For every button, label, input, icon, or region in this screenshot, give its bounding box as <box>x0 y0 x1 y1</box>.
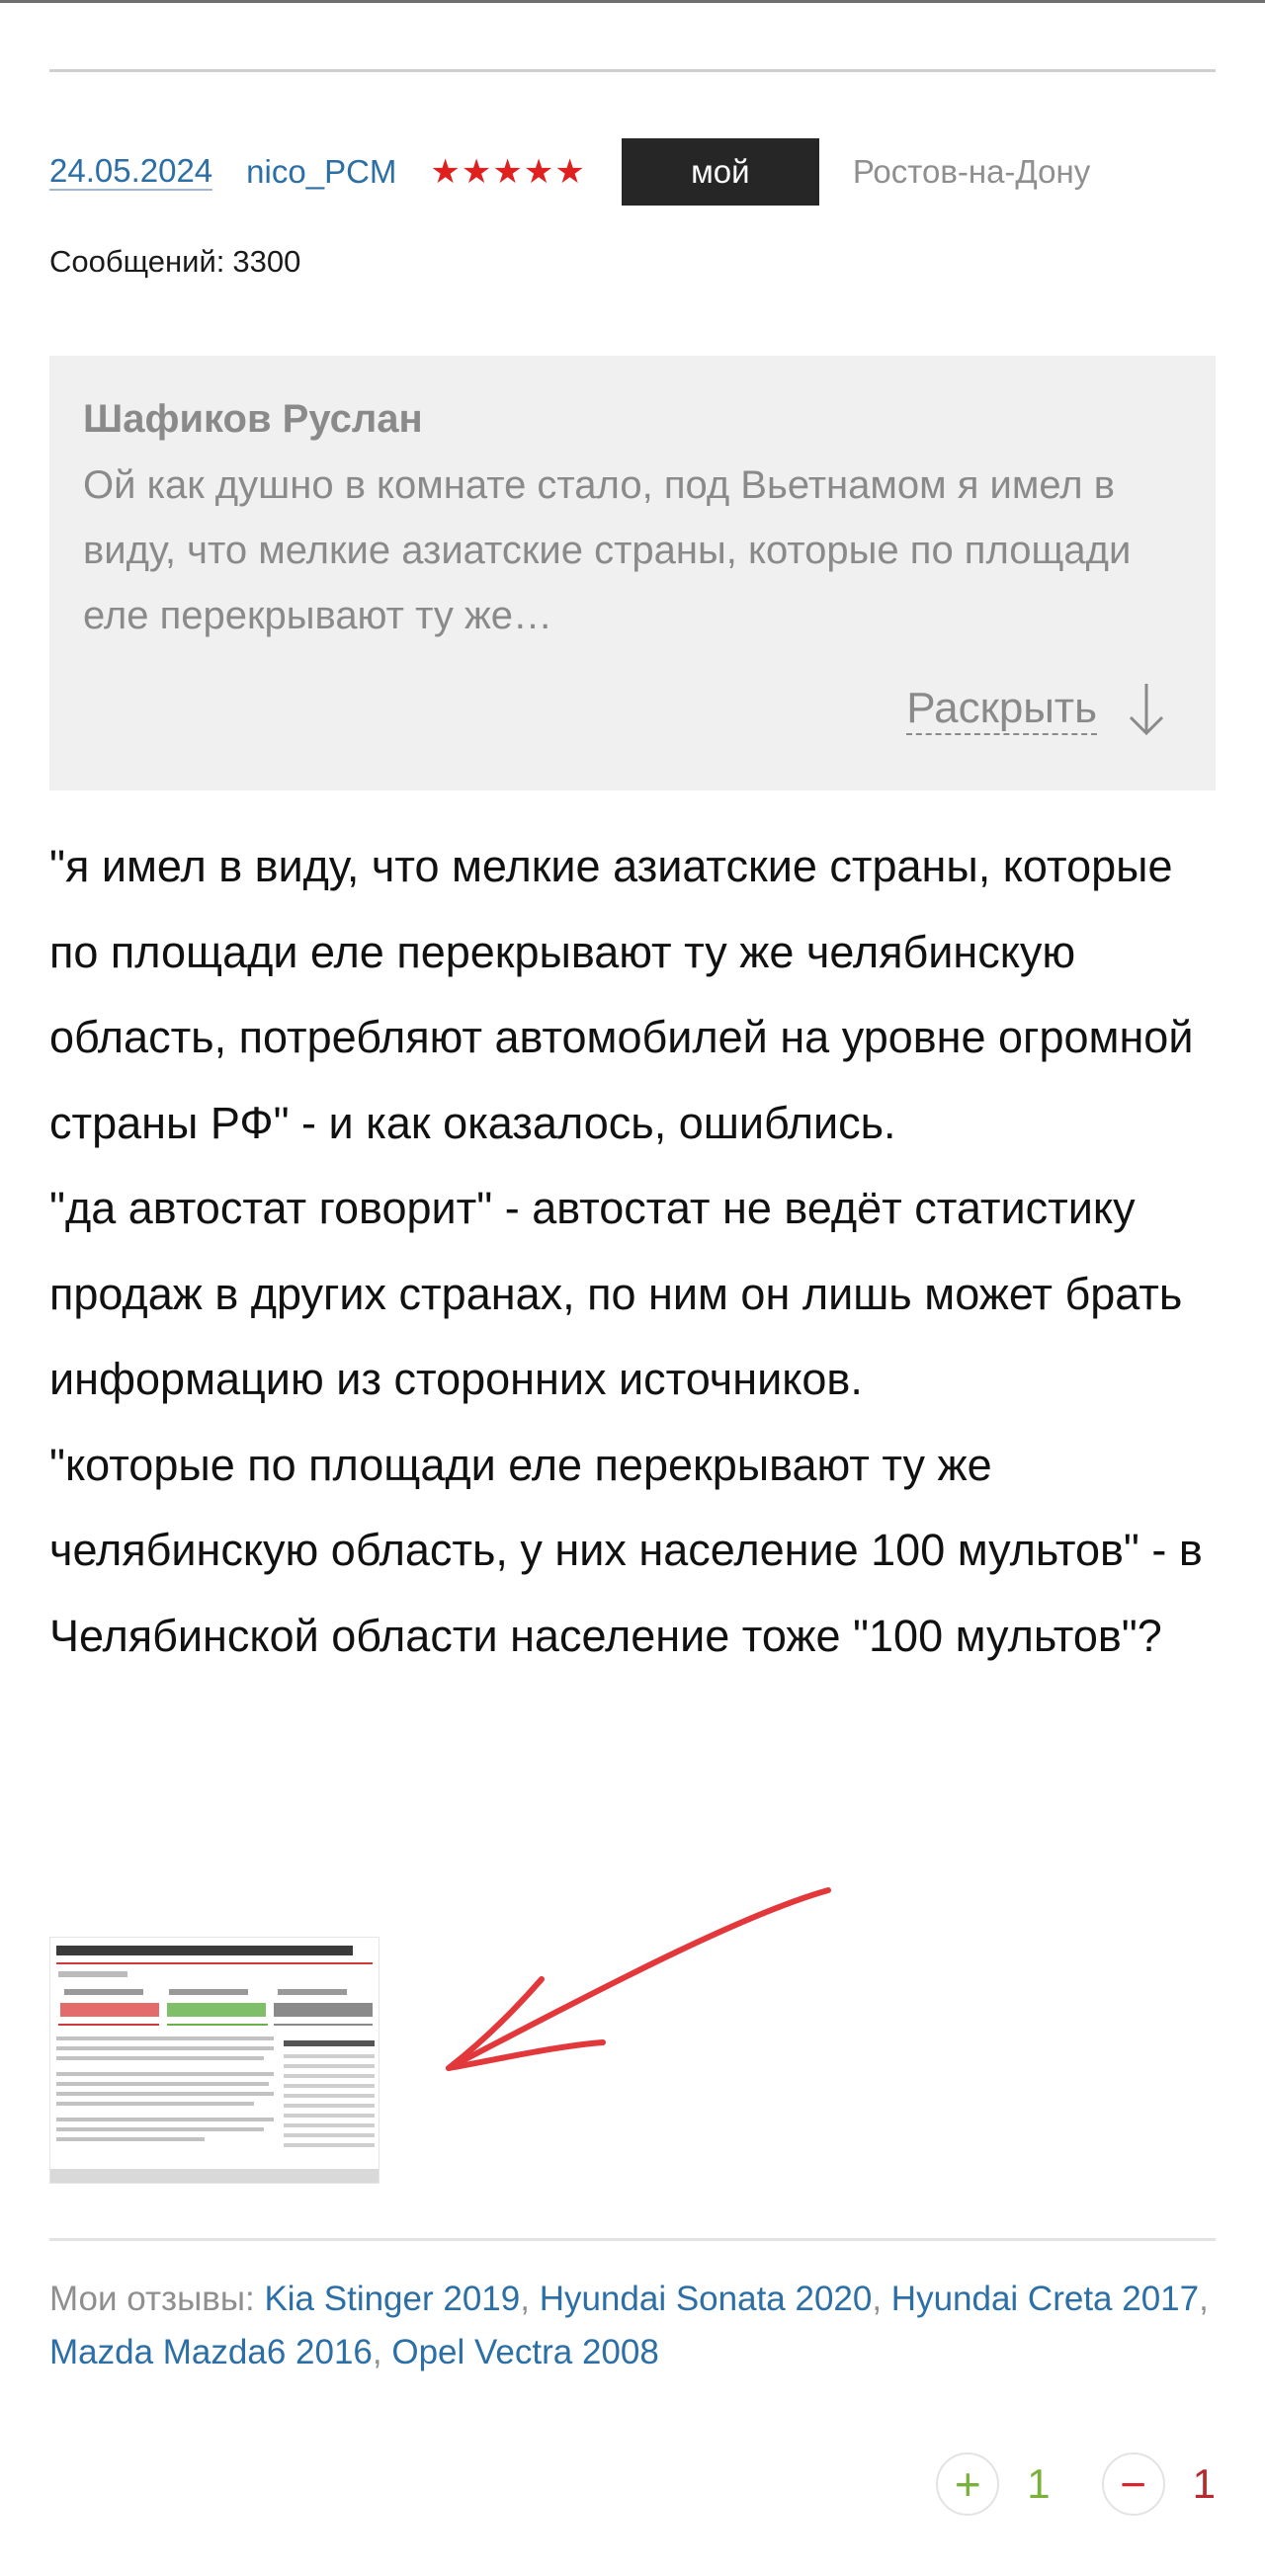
review-link[interactable]: Opel Vectra 2008 <box>391 2333 659 2371</box>
quote-block <box>49 356 1216 790</box>
star-icon: ★ <box>430 153 461 191</box>
reviews-separator: , <box>1199 2280 1209 2318</box>
review-link[interactable]: Hyundai Sonata 2020 <box>539 2280 873 2318</box>
post-date-link[interactable]: 24.05.2024 <box>49 153 212 191</box>
attached-image-thumbnail[interactable] <box>49 1937 380 2184</box>
reviews-separator: , <box>372 2333 392 2371</box>
star-icon: ★ <box>523 153 554 191</box>
messages-value: 3300 <box>232 244 301 279</box>
messages-count <box>49 244 300 280</box>
review-link[interactable]: Mazda Mazda6 2016 <box>49 2333 373 2371</box>
forum-post <box>49 0 1216 2576</box>
star-icon: ★ <box>461 153 492 191</box>
author-link[interactable]: nico_PCM <box>246 153 397 190</box>
expand-quote-button[interactable] <box>906 682 1166 737</box>
post-meta <box>49 138 1216 206</box>
reviews-label: Мои отзывы: <box>49 2280 255 2318</box>
arrow-down-icon <box>1127 682 1166 737</box>
owner-badge: мой <box>622 138 819 206</box>
downvote-count: 1 <box>1192 2460 1216 2507</box>
divider-top <box>49 69 1216 72</box>
post-body <box>49 824 1216 1679</box>
post-paragraph: "да автостат говорит" - автостат не ведёт статистику продаж в других странах, по ним он лишь может брать информацию из сторонних источников. <box>49 1183 1183 1404</box>
post-paragraph: "я имел в виду, что мелкие азиатские страны, которые по площади еле перекрывают ту же челябинскую область, потребляют автомобилей на уровне огромной страны РФ" - и как оказалось, ошиблись. <box>49 841 1194 1148</box>
red-arrow-annotation <box>435 1872 850 2105</box>
downvote-button[interactable]: − <box>1102 2452 1165 2516</box>
star-icon: ★ <box>492 153 523 191</box>
author-rating <box>430 155 585 189</box>
vote-controls <box>936 2451 1216 2518</box>
reviews-separator: , <box>520 2280 540 2318</box>
post-paragraph: "которые по площади еле перекрывают ту же челябинскую область, у них население 100 мультов" - в Челябинской области население тоже "100 мультов"? <box>49 1439 1203 1661</box>
review-link[interactable]: Hyundai Creta 2017 <box>890 2280 1200 2318</box>
reviews-separator: , <box>872 2280 891 2318</box>
star-icon: ★ <box>554 153 585 191</box>
quote-text: Ой как душно в комнате стало, под Вьетнамом я имел в виду, что мелкие азиатские страны, которые по площади еле перекрывают ту же… <box>83 463 1132 637</box>
upvote-count: 1 <box>1027 2460 1051 2507</box>
my-reviews <box>49 2273 1216 2379</box>
author-city: Ростов-на-Дону <box>852 153 1091 190</box>
quote-author: Шафиков Руслан <box>83 397 423 441</box>
upvote-button[interactable]: + <box>936 2452 999 2516</box>
expand-label: Раскрыть <box>906 684 1097 736</box>
divider-bottom <box>49 2238 1216 2241</box>
messages-label: Сообщений: <box>49 244 225 279</box>
review-link[interactable]: Kia Stinger 2019 <box>264 2280 521 2318</box>
